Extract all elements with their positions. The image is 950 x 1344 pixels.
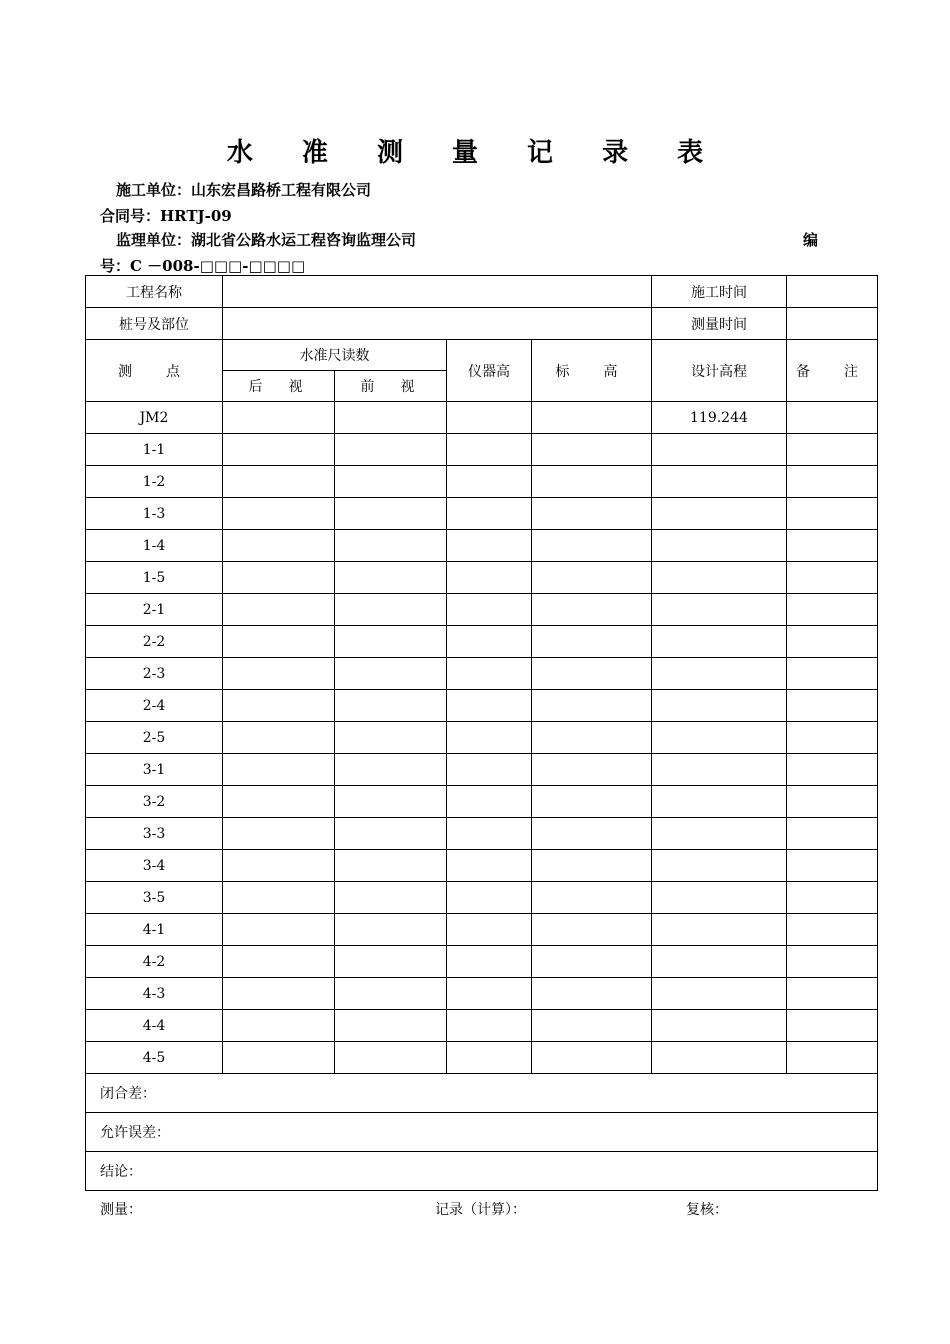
foresight-cell[interactable] [335, 498, 447, 530]
point-cell: JM2 [86, 402, 223, 434]
table-row [86, 562, 878, 594]
table-row [86, 882, 878, 914]
foresight-cell[interactable] [335, 466, 447, 498]
design-elevation-cell[interactable] [652, 1010, 787, 1042]
code-label-part2: 号：C －008-□□□-□□□□ [100, 257, 306, 275]
backsight-cell[interactable] [223, 754, 335, 786]
table-row [86, 946, 878, 978]
col-header-remarks [787, 340, 878, 402]
remarks-cell[interactable] [787, 978, 878, 1010]
foresight-cell[interactable] [335, 434, 447, 466]
elevation-cell[interactable] [532, 690, 652, 722]
backsight-cell[interactable] [223, 882, 335, 914]
elevation-cell[interactable] [532, 722, 652, 754]
foresight-cell[interactable] [335, 882, 447, 914]
elevation-cell[interactable] [532, 978, 652, 1010]
point-cell: 4-4 [86, 1010, 223, 1042]
backsight-cell[interactable] [223, 1010, 335, 1042]
remarks-cell[interactable] [787, 434, 878, 466]
elevation-cell[interactable] [532, 914, 652, 946]
design-elevation-cell[interactable] [652, 882, 787, 914]
backsight-cell[interactable] [223, 658, 335, 690]
elevation-cell[interactable] [532, 946, 652, 978]
remarks-cell[interactable] [787, 658, 878, 690]
point-cell: 2-4 [86, 690, 223, 722]
code-label-part1: 编 [803, 231, 819, 249]
instrument-height-cell[interactable] [447, 658, 532, 690]
backsight-cell[interactable] [223, 594, 335, 626]
elevation-cell[interactable] [532, 594, 652, 626]
col-header-backsight-text: 后 视 [248, 379, 309, 395]
remarks-cell[interactable] [787, 1042, 878, 1074]
backsight-cell[interactable] [223, 626, 335, 658]
point-cell: 1-4 [86, 530, 223, 562]
closure-error-row[interactable]: 闭合差： [86, 1074, 878, 1113]
point-cell: 1-5 [86, 562, 223, 594]
backsight-cell[interactable] [223, 530, 335, 562]
foresight-cell[interactable] [335, 818, 447, 850]
backsight-cell[interactable] [223, 722, 335, 754]
elevation-cell[interactable] [532, 786, 652, 818]
point-cell: 3-2 [86, 786, 223, 818]
backsight-cell[interactable] [223, 434, 335, 466]
point-cell: 3-3 [86, 818, 223, 850]
instrument-height-cell[interactable] [447, 466, 532, 498]
remarks-cell[interactable] [787, 914, 878, 946]
design-elevation-cell[interactable] [652, 466, 787, 498]
table-row [86, 786, 878, 818]
remarks-cell[interactable] [787, 818, 878, 850]
recorder-signature-label: 记录（计算）： [435, 1202, 526, 1218]
backsight-cell[interactable] [223, 690, 335, 722]
contract-number: 合同号：HRTJ-09 [100, 207, 232, 225]
instrument-height-cell[interactable] [447, 850, 532, 882]
instrument-height-cell[interactable] [447, 882, 532, 914]
foresight-cell[interactable] [335, 690, 447, 722]
instrument-height-cell[interactable] [447, 402, 532, 434]
foresight-cell[interactable] [335, 626, 447, 658]
col-header-elevation [532, 340, 652, 402]
design-elevation-cell[interactable] [652, 978, 787, 1010]
foresight-cell[interactable] [335, 914, 447, 946]
backsight-cell[interactable] [223, 1042, 335, 1074]
backsight-cell[interactable] [223, 562, 335, 594]
surveyor-signature-label: 测量： [100, 1202, 142, 1218]
conclusion-row[interactable]: 结论： [86, 1152, 878, 1191]
col-header-point [86, 340, 223, 402]
instrument-height-cell[interactable] [447, 722, 532, 754]
table-row [86, 978, 878, 1010]
design-elevation-cell[interactable] [652, 498, 787, 530]
col-header-staff-reading: 水准尺读数 [223, 340, 447, 371]
elevation-cell[interactable] [532, 658, 652, 690]
col-header-instrument-height: 仪器高 [447, 340, 532, 402]
remarks-cell[interactable] [787, 882, 878, 914]
construction-time-field[interactable] [787, 276, 878, 308]
point-cell: 1-3 [86, 498, 223, 530]
elevation-cell[interactable] [532, 818, 652, 850]
design-elevation-cell[interactable] [652, 658, 787, 690]
point-cell: 4-3 [86, 978, 223, 1010]
instrument-height-cell[interactable] [447, 690, 532, 722]
point-cell: 3-5 [86, 882, 223, 914]
point-cell: 4-5 [86, 1042, 223, 1074]
design-elevation-cell[interactable] [652, 626, 787, 658]
remarks-cell[interactable] [787, 850, 878, 882]
col-header-foresight-text: 前 视 [360, 379, 421, 395]
elevation-cell[interactable] [532, 754, 652, 786]
design-elevation-cell[interactable] [652, 818, 787, 850]
design-elevation-cell[interactable] [652, 690, 787, 722]
foresight-cell[interactable] [335, 722, 447, 754]
point-cell: 1-1 [86, 434, 223, 466]
survey-time-field[interactable] [787, 308, 878, 340]
elevation-cell[interactable] [532, 530, 652, 562]
instrument-height-cell[interactable] [447, 914, 532, 946]
remarks-cell[interactable] [787, 466, 878, 498]
supervision-unit: 监理单位：湖北省公路水运工程咨询监理公司 [116, 231, 417, 249]
table-row [86, 754, 878, 786]
remarks-cell[interactable] [787, 690, 878, 722]
backsight-cell[interactable] [223, 914, 335, 946]
elevation-cell[interactable] [532, 850, 652, 882]
remarks-cell[interactable] [787, 754, 878, 786]
instrument-height-cell[interactable] [447, 754, 532, 786]
foresight-cell[interactable] [335, 530, 447, 562]
survey-record-table [85, 275, 878, 1191]
point-cell: 1-2 [86, 466, 223, 498]
foresight-cell[interactable] [335, 850, 447, 882]
backsight-cell[interactable] [223, 498, 335, 530]
remarks-cell[interactable] [787, 402, 878, 434]
allowable-error-row[interactable]: 允许误差： [86, 1113, 878, 1152]
design-elevation-cell[interactable] [652, 1042, 787, 1074]
instrument-height-cell[interactable] [447, 594, 532, 626]
backsight-cell[interactable] [223, 978, 335, 1010]
remarks-cell[interactable] [787, 626, 878, 658]
elevation-cell[interactable] [532, 434, 652, 466]
remarks-cell[interactable] [787, 530, 878, 562]
table-row [86, 850, 878, 882]
station-label: 桩号及部位 [86, 308, 223, 340]
foresight-cell[interactable] [335, 786, 447, 818]
design-elevation-cell[interactable]: 119.244 [652, 402, 787, 434]
elevation-cell[interactable] [532, 466, 652, 498]
design-elevation-cell[interactable] [652, 562, 787, 594]
foresight-cell[interactable] [335, 946, 447, 978]
backsight-cell[interactable] [223, 786, 335, 818]
remarks-cell[interactable] [787, 786, 878, 818]
point-cell: 3-4 [86, 850, 223, 882]
project-name-label: 工程名称 [86, 276, 223, 308]
table-row [86, 914, 878, 946]
remarks-cell[interactable] [787, 562, 878, 594]
remarks-cell[interactable] [787, 594, 878, 626]
table-row [86, 690, 878, 722]
instrument-height-cell[interactable] [447, 978, 532, 1010]
elevation-cell[interactable] [532, 498, 652, 530]
elevation-cell[interactable] [532, 1010, 652, 1042]
table-row [86, 530, 878, 562]
table-row [86, 658, 878, 690]
backsight-cell[interactable] [223, 818, 335, 850]
foresight-cell[interactable] [335, 978, 447, 1010]
col-header-foresight [335, 371, 447, 402]
remarks-cell[interactable] [787, 498, 878, 530]
backsight-cell[interactable] [223, 946, 335, 978]
point-cell: 2-3 [86, 658, 223, 690]
design-elevation-cell[interactable] [652, 946, 787, 978]
elevation-cell[interactable] [532, 402, 652, 434]
remarks-cell[interactable] [787, 946, 878, 978]
design-elevation-cell[interactable] [652, 754, 787, 786]
table-row [86, 1010, 878, 1042]
col-header-remarks-text: 备 注 [796, 363, 868, 380]
foresight-cell[interactable] [335, 658, 447, 690]
table-row [86, 434, 878, 466]
design-elevation-cell[interactable] [652, 722, 787, 754]
instrument-height-cell[interactable] [447, 818, 532, 850]
table-row [86, 722, 878, 754]
point-cell: 2-2 [86, 626, 223, 658]
foresight-cell[interactable] [335, 1010, 447, 1042]
table-row [86, 498, 878, 530]
elevation-cell[interactable] [532, 626, 652, 658]
col-header-elevation-text: 标 高 [555, 363, 628, 380]
design-elevation-cell[interactable] [652, 434, 787, 466]
instrument-height-cell[interactable] [447, 434, 532, 466]
col-header-design-elevation: 设计高程 [652, 340, 787, 402]
instrument-height-cell[interactable] [447, 498, 532, 530]
instrument-height-cell[interactable] [447, 1010, 532, 1042]
table-row [86, 594, 878, 626]
instrument-height-cell[interactable] [447, 562, 532, 594]
table-row [86, 1042, 878, 1074]
construction-time-label: 施工时间 [652, 276, 787, 308]
design-elevation-cell[interactable] [652, 914, 787, 946]
construction-unit: 施工单位：山东宏昌路桥工程有限公司 [116, 181, 372, 199]
foresight-cell[interactable] [335, 1042, 447, 1074]
instrument-height-cell[interactable] [447, 1042, 532, 1074]
point-cell: 4-1 [86, 914, 223, 946]
design-elevation-cell[interactable] [652, 850, 787, 882]
design-elevation-cell[interactable] [652, 786, 787, 818]
elevation-cell[interactable] [532, 882, 652, 914]
elevation-cell[interactable] [532, 1042, 652, 1074]
project-name-field[interactable] [223, 276, 652, 308]
instrument-height-cell[interactable] [447, 626, 532, 658]
elevation-cell[interactable] [532, 562, 652, 594]
reviewer-signature-label: 复核： [686, 1202, 728, 1218]
foresight-cell[interactable] [335, 562, 447, 594]
instrument-height-cell[interactable] [447, 786, 532, 818]
backsight-cell[interactable] [223, 466, 335, 498]
table-row [86, 818, 878, 850]
survey-time-label: 测量时间 [652, 308, 787, 340]
foresight-cell[interactable] [335, 402, 447, 434]
backsight-cell[interactable] [223, 402, 335, 434]
point-cell: 3-1 [86, 754, 223, 786]
design-elevation-cell[interactable] [652, 594, 787, 626]
table-row [86, 626, 878, 658]
table-row [86, 402, 878, 434]
instrument-height-cell[interactable] [447, 530, 532, 562]
remarks-cell[interactable] [787, 1010, 878, 1042]
instrument-height-cell[interactable] [447, 946, 532, 978]
point-cell: 2-5 [86, 722, 223, 754]
backsight-cell[interactable] [223, 850, 335, 882]
point-cell: 2-1 [86, 594, 223, 626]
foresight-cell[interactable] [335, 754, 447, 786]
page-title: 水 准 测 量 记 录 表 [226, 138, 724, 168]
foresight-cell[interactable] [335, 594, 447, 626]
remarks-cell[interactable] [787, 722, 878, 754]
col-header-point-text: 测 点 [118, 363, 190, 380]
design-elevation-cell[interactable] [652, 530, 787, 562]
table-row [86, 466, 878, 498]
station-field[interactable] [223, 308, 652, 340]
point-cell: 4-2 [86, 946, 223, 978]
col-header-backsight [223, 371, 335, 402]
